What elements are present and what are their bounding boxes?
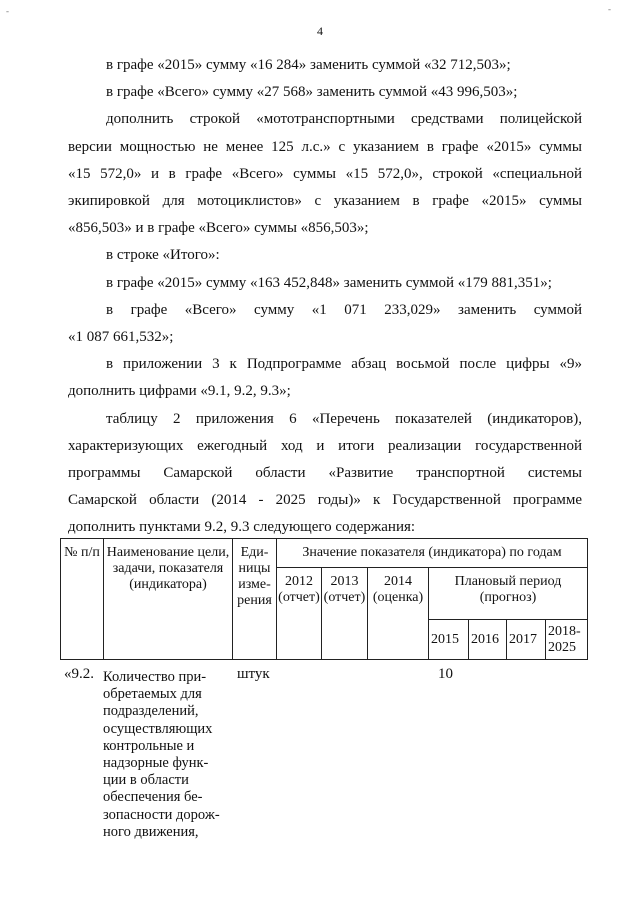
header-plan-2015: 2015 bbox=[429, 620, 469, 660]
paragraph-line: «1 087 661,532»; bbox=[68, 329, 174, 346]
paragraph: в графе «Всего» сумму «27 568» заменить суммой «43 996,503»; bbox=[106, 84, 518, 101]
paragraph-line: «856,503» и в графе «Всего» суммы «856,503»; bbox=[68, 220, 369, 237]
paragraph-line: характеризующих ежегодный ход и итоги реализации государственной bbox=[68, 437, 582, 454]
paragraph-line: в приложении 3 к Подпрограмме абзац восьмой после цифры «9» bbox=[106, 356, 582, 373]
header-year-2013: 2013 (отчет) bbox=[322, 568, 368, 660]
header-unit: Еди-ницы изме-рения bbox=[233, 539, 277, 660]
indicators-table bbox=[60, 538, 588, 660]
row-indicator-name: Количество при-обретаемых для подразделений, осуществляющих контрольные и надзорные функ-ции в области обеспечения бе-зопасности дорож-ного движения, bbox=[103, 669, 220, 840]
paragraph-line: таблицу 2 приложения 6 «Перечень показателей (индикаторов), bbox=[106, 410, 582, 427]
header-plan-2016: 2016 bbox=[469, 620, 507, 660]
scan-mark: - bbox=[6, 6, 9, 16]
paragraph-line: дополнить пунктами 9.2, 9.3 следующего содержания: bbox=[68, 519, 416, 536]
header-value-group: Значение показателя (индикатора) по годам bbox=[277, 539, 588, 568]
paragraph: в графе «2015» сумму «163 452,848» заменить суммой «179 881,351»; bbox=[106, 274, 552, 291]
header-name: Наименование цели, задачи, показателя (индикатора) bbox=[104, 539, 233, 660]
paragraph-line: дополнить строкой «мототранспортными средствами полицейской bbox=[106, 111, 582, 128]
header-plan-2018-2025: 2018-2025 bbox=[546, 620, 588, 660]
header-num: № п/п bbox=[61, 539, 104, 660]
paragraph-line: версии мощностью не менее 125 л.с.» с указанием в графе «2015» суммы bbox=[68, 138, 582, 155]
paragraph-line: программы Самарской области «Развитие транспортной системы bbox=[68, 465, 582, 482]
header-year-2012: 2012 (отчет) bbox=[277, 568, 322, 660]
paragraph-line: дополнить цифрами «9.1, 9.2, 9.3»; bbox=[68, 383, 291, 400]
paragraph-line: экипировкой для мотоциклистов» с указанием в графе «2015» суммы bbox=[68, 193, 582, 210]
header-plan-2017: 2017 bbox=[507, 620, 546, 660]
document-body bbox=[68, 52, 582, 542]
row-number: «9.2. bbox=[64, 666, 94, 682]
paragraph-line: Самарской области (2014 - 2025 годы)» к Государственной программе bbox=[68, 492, 582, 509]
page-number: 4 bbox=[317, 24, 323, 38]
header-plan-period: Плановый период (прогноз) bbox=[429, 568, 588, 620]
paragraph: в графе «2015» сумму «16 284» заменить суммой «32 712,503»; bbox=[106, 57, 511, 73]
header-year-2014: 2014 (оценка) bbox=[368, 568, 429, 660]
row-value-2015: 10 bbox=[438, 666, 453, 682]
row-unit: штук bbox=[237, 666, 270, 682]
paragraph: в строке «Итого»: bbox=[106, 247, 220, 264]
paragraph-line: в графе «Всего» сумму «1 071 233,029» заменить суммой bbox=[106, 301, 582, 318]
paragraph-line: «15 572,0» и в графе «Всего» суммы «15 572,0», строкой «специальной bbox=[68, 165, 582, 182]
scan-mark-right: - bbox=[608, 4, 611, 14]
